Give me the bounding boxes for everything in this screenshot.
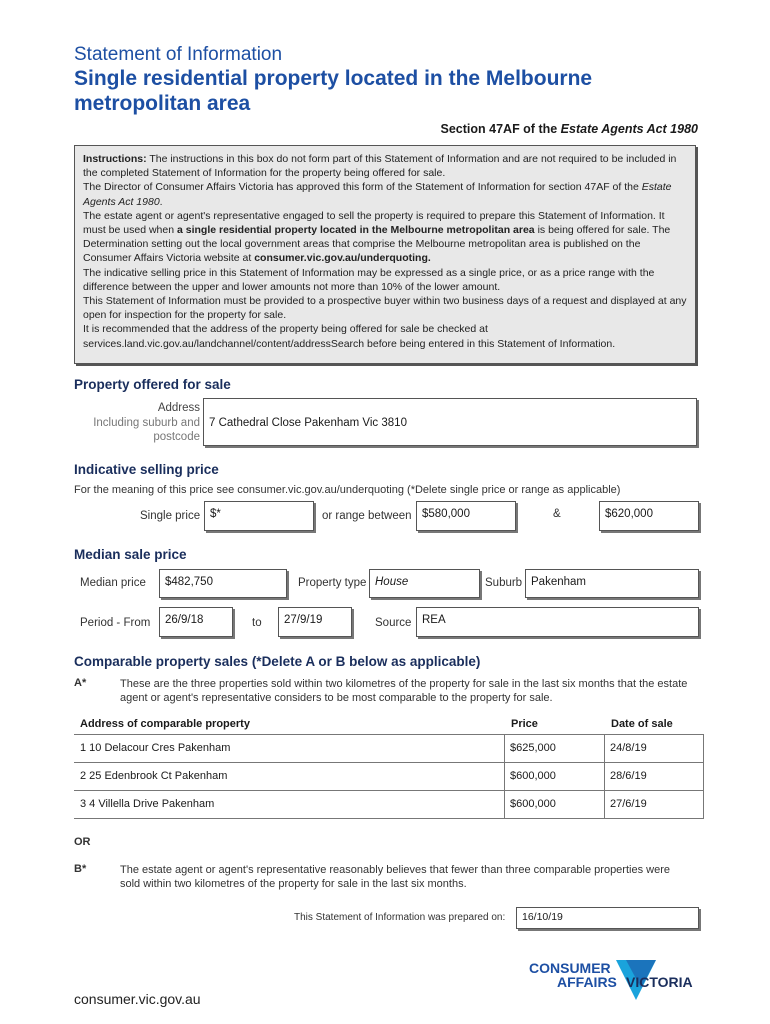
period-from-field[interactable]: 26/9/18 — [159, 607, 233, 637]
comparable-table — [74, 734, 704, 819]
section-reference — [441, 122, 698, 136]
range-ampersand: & — [553, 508, 561, 520]
instructions-p5: This Statement of Information must be provided to a prospective buyer within two business days of a request and displayed at any open for inspection for the property for sale. — [83, 295, 687, 322]
col-header-price: Price — [511, 718, 538, 730]
suburb-label: Suburb — [485, 577, 523, 589]
address-label-line2: Including suburb and — [93, 416, 200, 429]
option-a-marker: A* — [74, 677, 87, 689]
instructions-p1-text: The instructions in this box do not form part of this Statement of Information and are not required to be included in the completed Statement of Information for the property being offered for sale. — [83, 153, 677, 180]
instructions-p6: It is recommended that the address of the property being offered for sale be checked at services.land.vic.gov.au/landchannel/content/addressSearch before being entered in this Statement of Information. — [83, 323, 616, 350]
property-type-field[interactable]: House — [369, 569, 480, 598]
table-row-2-date: 28/6/19 — [610, 770, 647, 782]
property-type-label: Property type — [298, 577, 367, 589]
table-row-1-address: 1 10 Delacour Cres Pakenham — [80, 742, 231, 754]
option-b-text: The estate agent or agent's representative reasonably believes that fewer than three comparable properties were sold within two kilometres of the property for sale in the last six months. — [120, 864, 670, 890]
underquoting-link[interactable]: consumer.vic.gov.au/underquoting. — [254, 252, 431, 265]
source-field[interactable]: REA — [416, 607, 699, 637]
instructions-p3 — [83, 209, 687, 266]
instructions-p3-bold: a single residential property located in the Melbourne metropolitan area — [176, 224, 535, 237]
source-label: Source — [375, 617, 412, 629]
or-label: OR — [74, 836, 91, 848]
table-row-3-price: $600,000 — [510, 798, 556, 810]
table-row-3-address: 3 4 Villella Drive Pakenham — [80, 798, 215, 810]
footer-url[interactable]: consumer.vic.gov.au — [74, 991, 201, 1007]
median-price-label: Median price — [80, 577, 146, 589]
instructions-p2-act: Estate Agents Act 1980 — [83, 181, 672, 208]
instructions-p2 — [83, 180, 687, 208]
price-note: For the meaning of this price see consumer.vic.gov.au/underquoting (*Delete single price or range as applicable) — [74, 484, 621, 496]
cav-logo-line1: CONSUMER — [529, 960, 611, 976]
page-title-line2: metropolitan area — [74, 92, 251, 115]
instructions-p3-text2: is being offered for sale. The Determination setting out the local government areas that comprise the Melbourne metropolitan area is published on the Consumer Affairs Victoria website at — [83, 224, 671, 265]
section-act: Estate Agents Act 1980 — [560, 122, 698, 136]
address-label — [80, 401, 200, 445]
median-price-field[interactable]: $482,750 — [159, 569, 287, 598]
period-to-label: to — [252, 617, 262, 629]
single-price-field[interactable]: $* — [204, 501, 314, 531]
single-price-label: Single price — [140, 510, 201, 522]
instructions-p2-end: . — [159, 195, 163, 208]
table-row-1-price: $625,000 — [510, 742, 556, 754]
form-kicker: Statement of Information — [74, 44, 283, 65]
col-header-address: Address of comparable property — [80, 718, 250, 730]
address-field[interactable]: 7 Cathedral Close Pakenham Vic 3810 — [203, 398, 697, 446]
instructions-p1 — [83, 152, 687, 180]
table-row-2-price: $600,000 — [510, 770, 556, 782]
property-heading: Property offered for sale — [74, 377, 231, 392]
address-label-line3: postcode — [153, 431, 200, 443]
prepared-on-field[interactable]: 16/10/19 — [516, 907, 699, 929]
address-label-line1: Address — [157, 402, 200, 414]
col-header-date: Date of sale — [611, 718, 673, 730]
page-title-line1: Single residential property located in the Melbourne — [74, 67, 593, 90]
indicative-price-heading: Indicative selling price — [74, 462, 219, 477]
table-row-3-date: 27/6/19 — [610, 798, 647, 810]
range-low-field[interactable]: $580,000 — [416, 501, 516, 531]
table-row-1-date: 24/8/19 — [610, 742, 647, 754]
instructions-label: Instructions: — [83, 153, 147, 165]
table-row-2-address: 2 25 Edenbrook Ct Pakenham — [80, 770, 228, 782]
period-from-label: Period - From — [80, 617, 151, 629]
page-title — [74, 66, 592, 116]
instructions-box — [74, 145, 696, 364]
section-prefix: Section 47AF of the — [440, 122, 561, 136]
option-b-marker: B* — [74, 863, 87, 875]
prepared-on-label: This Statement of Information was prepared on: — [294, 912, 506, 923]
range-high-field[interactable]: $620,000 — [599, 501, 699, 531]
option-a-text: These are the three properties sold within two kilometres of the property for sale in the last six months that the estate agent or agent's representative considers to be most comparable to the property for sale. — [120, 678, 688, 704]
instructions-p2-text: The Director of Consumer Affairs Victoria has approved this form of the Statement of Information for section 47AF of the — [83, 181, 642, 194]
cav-logo-line2: AFFAIRS — [557, 974, 617, 990]
suburb-field[interactable]: Pakenham — [525, 569, 699, 598]
cav-logo-line3: VICTORIA — [626, 974, 693, 990]
table-bottom-border — [74, 818, 704, 819]
cav-logo — [528, 958, 704, 1006]
median-heading: Median sale price — [74, 547, 187, 562]
instructions-p3-text: The estate agent or agent's representative engaged to sell the property is required to prepare this Statement of Information. It must be used when — [83, 209, 665, 237]
period-to-field[interactable]: 27/9/19 — [278, 607, 352, 637]
comparable-heading: Comparable property sales (*Delete A or B below as applicable) — [74, 654, 481, 669]
cav-logo-graphic — [528, 958, 704, 1006]
range-label: or range between — [322, 510, 412, 522]
instructions-p4: The indicative selling price in this Statement of Information may be expressed as a single price, or as a price range with the difference between the upper and lower amounts not more than 10% of the lower amount. — [83, 266, 655, 293]
